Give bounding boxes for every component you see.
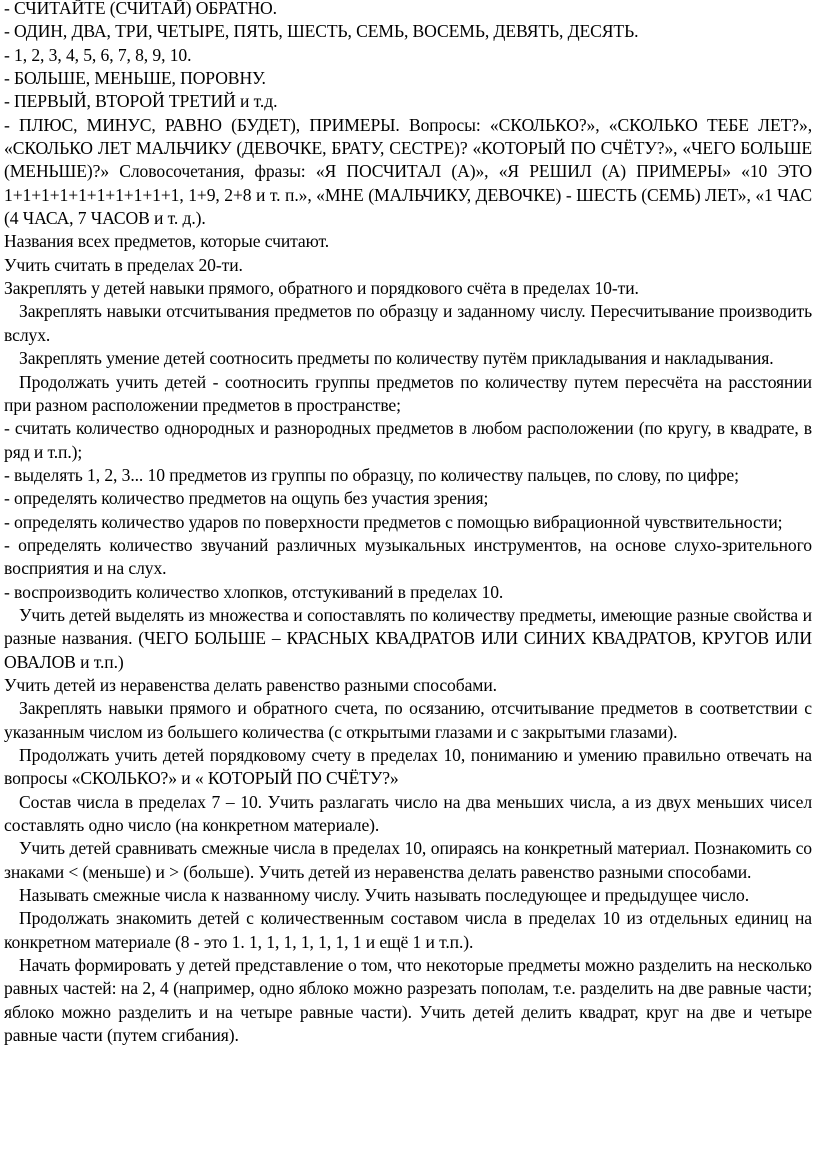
bullet-item-matching-groups	[4, 371, 812, 418]
text-line-object-names: Названия всех предметов, которые считают.	[4, 231, 330, 252]
text-line-digits: - 1, 2, 3, 4, 5, 6, 7, 8, 9, 10.	[4, 44, 192, 65]
bullet-item-adjacent-numbers	[4, 837, 812, 884]
text-line-count-backwards: - СЧИТАЙТЕ (СЧИТАЙ) ОБРАТНО.	[4, 0, 277, 18]
dash-item-claps-count: - воспроизводить количество хлопков, отстукиваний в пределах 10.	[4, 581, 504, 602]
bullet-text: Закреплять навыки прямого и обратного счета, по осязанию, отсчитывание предметов в соответствии с указанным числом из большего количества (с открытыми глазами и с закрытыми глазами).	[4, 698, 812, 742]
dash-item-count-objects: - считать количество однородных и разнородных предметов в любом расположении (по кругу, в квадрате, в ряд и т.п.);	[4, 418, 812, 462]
bullet-item-ordinal-count	[4, 744, 812, 791]
text-line-number-words: - ОДИН, ДВА, ТРИ, ЧЕТЫРЕ, ПЯТЬ, ШЕСТЬ, СЕМЬ, ВОСЕМЬ, ДЕВЯТЬ, ДЕСЯТЬ.	[4, 21, 639, 42]
bullet-item-counting-by-sample	[4, 300, 812, 347]
bullet-text: Закреплять умение детей соотносить предметы по количеству путём прикладывания и накладывания.	[19, 348, 774, 369]
text-line-inequality: Учить детей из неравенства делать равенство разными способами.	[4, 674, 497, 695]
bullet-text: Продолжать учить детей - соотносить группы предметов по количеству путем пересчёта на расстоянии при разном расположении предметов в пространстве;	[4, 371, 812, 415]
bullet-item-number-composition	[4, 791, 812, 838]
bullet-item-quantitative-composition	[4, 907, 812, 954]
bullet-item-compare-sets	[4, 604, 812, 674]
bullet-text: Называть смежные числа к названному числу. Учить называть последующее и предыдущее число.	[19, 885, 750, 906]
dash-item-vibration-count: - определять количество ударов по поверхности предметов с помощью вибрационной чувствительности;	[4, 511, 783, 532]
bullet-text: Закреплять навыки отсчитывания предметов по образцу и заданному числу. Пересчитывание производить вслух.	[4, 301, 812, 345]
text-line-reinforce-counting: Закреплять у детей навыки прямого, обратного и порядкового счёта в пределах 10-ти.	[4, 278, 639, 299]
bullet-item-forward-backward-count	[4, 697, 812, 744]
text-line-count-to-20: Учить считать в пределах 20-ти.	[4, 254, 243, 275]
bullet-text: Учить детей выделять из множества и сопоставлять по количеству предметы, имеющие разные свойства и разные названия. (ЧЕГО БОЛЬШЕ – КРАСНЫХ КВАДРАТОВ ИЛИ СИНИХ КВАДРАТОВ, КРУГОВ ИЛИ ОВАЛОВ и т.п.)	[4, 604, 812, 672]
bullet-text: Продолжать учить детей порядковому счету в пределах 10, пониманию и умению правильно отвечать на вопросы «СКОЛЬКО?» и « КОТОРЫЙ ПО СЧЁТУ?»	[4, 745, 812, 789]
dash-item-touch-count: - определять количество предметов на ощупь без участия зрения;	[4, 488, 489, 509]
text-line-comparison-words: - БОЛЬШЕ, МЕНЬШЕ, ПОРОВНУ.	[4, 68, 266, 89]
bullet-item-name-adjacent	[4, 884, 812, 907]
bullet-item-equal-parts	[4, 954, 812, 1047]
dash-item-select-objects: - выделять 1, 2, 3... 10 предметов из группы по образцу, по количеству пальцев, по слову, по цифре;	[4, 464, 739, 485]
text-paragraph-questions-phrases: - ПЛЮС, МИНУС, РАВНО (БУДЕТ), ПРИМЕРЫ. Вопросы: «СКОЛЬКО?», «СКОЛЬКО ТЕБЕ ЛЕТ?», «СКОЛЬКО ЛЕТ МАЛЬЧИКУ (ДЕВОЧКЕ, БРАТУ, СЕСТРЕ)? «КОТОРЫЙ ПО СЧЁТУ?», «ЧЕГО БОЛЬШЕ (МЕНЬШЕ)?» Словосочетания, фразы: «Я ПОСЧИТАЛ (А)», «Я РЕШИЛ (А) ПРИМЕРЫ» «10 ЭТО 1+1+1+1+1+1+1+1+1+1, 1+9, 2+8 и т. п.», «МНЕ (МАЛЬЧИКУ, ДЕВОЧКЕ) - ШЕСТЬ (СЕМЬ) ЛЕТ», «1 ЧАС (4 ЧАСА, 7 ЧАСОВ и т. д.).	[4, 114, 812, 229]
bullet-text: Начать формировать у детей представление о том, что некоторые предметы можно разделить на несколько равных частей: на 2, 4 (например, одно яблоко можно разрезать пополам, т.е. разделить на две равные части; яблоко можно разделить и на четыре равные части). Учить детей делить квадрат, круг на две и четыре равные части (путем сгибания).	[4, 955, 812, 1046]
bullet-item-matching-objects	[4, 347, 812, 370]
bullet-text: Состав числа в пределах 7 – 10. Учить разлагать число на два меньших числа, а из двух меньших чисел составлять одно число (на конкретном материале).	[4, 791, 812, 836]
dash-item-sound-count: - определять количество звучаний различных музыкальных инструментов, на основе слухо-зрительного восприятия и на слух.	[4, 534, 812, 579]
text-line-ordinals: - ПЕРВЫЙ, ВТОРОЙ ТРЕТИЙ и т.д.	[4, 91, 278, 112]
bullet-text: Продолжать знакомить детей с количественным составом числа в пределах 10 из отдельных единиц на конкретном материале (8 - это 1. 1, 1, 1, 1, 1, 1, 1 и ещё 1 и т.п.).	[4, 908, 812, 952]
bullet-text: Учить детей сравнивать смежные числа в пределах 10, опираясь на конкретный материал. Познакомить со знаками < (меньше) и > (больше). Учить детей из неравенства делать равенство разными способами.	[4, 838, 812, 882]
